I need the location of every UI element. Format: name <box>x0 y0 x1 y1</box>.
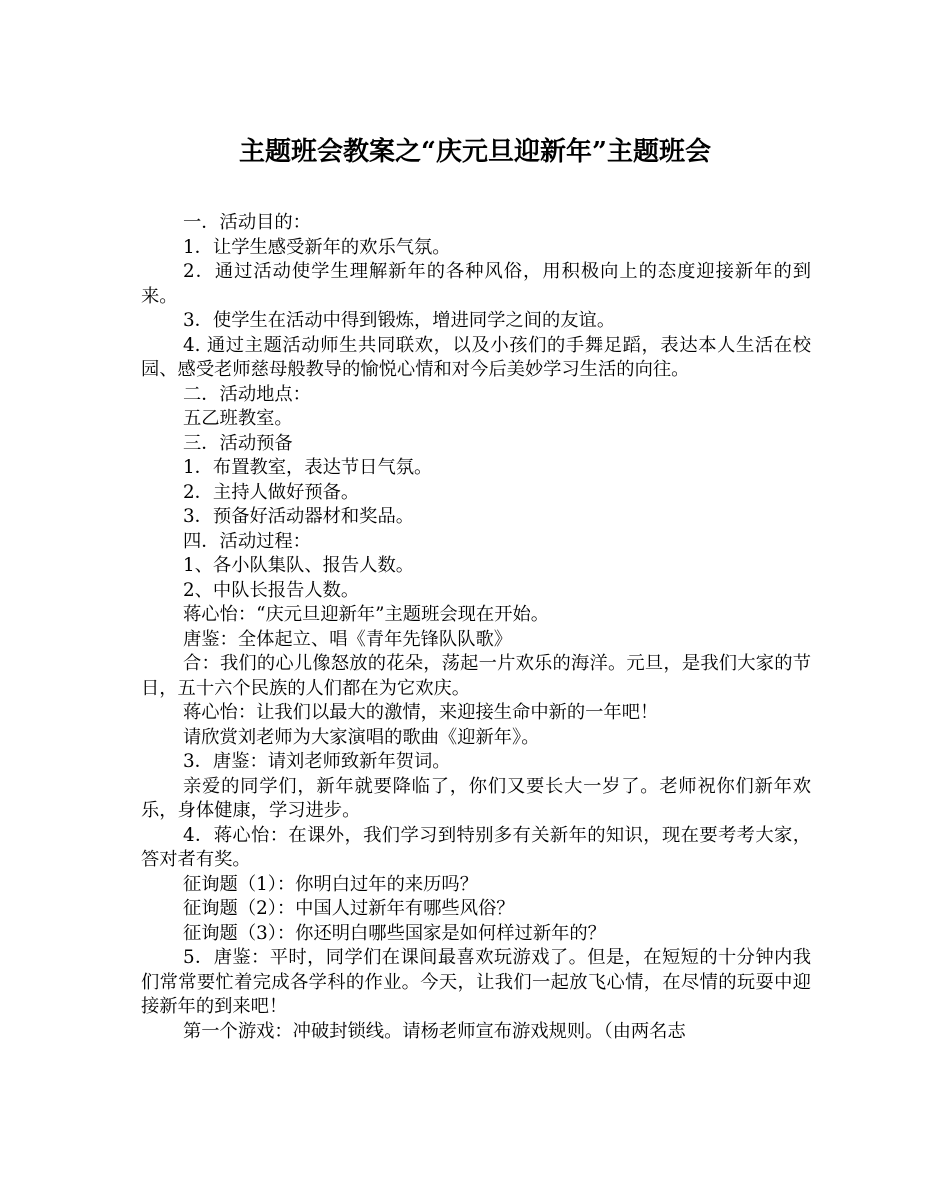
paragraph: 二．活动地点： <box>183 383 311 405</box>
paragraph: 1．布置教室，表达节日气氛。 <box>183 457 433 478</box>
paragraph: 第一个游戏：冲破封锁线。请杨老师宣布游戏规则。（由两名志 <box>183 1020 686 1042</box>
paragraph: 一．活动目的： <box>183 212 311 233</box>
document-body <box>141 211 811 1044</box>
paragraph: 4．蒋心怡：在课外，我们学习到特别多有关新年的知识，现在要考考大家，答对者有奖。 <box>141 824 811 870</box>
paragraph: 2．通过活动使学生理解新年的各种风俗，用积极向上的态度迎接新年的到来。 <box>141 261 811 307</box>
paragraph: 蒋心怡：“庆元旦迎新年”主题班会现在开始。 <box>183 604 550 625</box>
paragraph: 四．活动过程： <box>183 530 311 552</box>
document-title: 主题班会教案之“庆元旦迎新年”主题班会 <box>239 137 711 167</box>
paragraph: 3．唐鉴：请刘老师致新年贺词。 <box>183 751 451 772</box>
paragraph: 2、中队长报告人数。 <box>183 579 360 601</box>
paragraph: 1．让学生感受新年的欢乐气氛。 <box>183 236 451 258</box>
paragraph: 征询题（1）：你明白过年的来历吗？ <box>183 873 478 895</box>
paragraph: 1、各小队集队、报告人数。 <box>183 555 415 576</box>
paragraph: 五乙班教室。 <box>183 408 293 429</box>
paragraph: 唐鉴：全体起立、唱《青年先锋队队歌》 <box>183 628 513 650</box>
paragraph: 亲爱的同学们，新年就要降临了，你们又要长大一岁了。老师祝你们新年欢乐，身体健康，学习进步。 <box>141 775 811 821</box>
paragraph: 5．唐鉴：平时，同学们在课间最喜欢玩游戏了。但是，在短短的十分钟内我们常常要忙着完成各学科的作业。今天，让我们一起放飞心情，在尽情的玩耍中迎接新年的到来吧！ <box>141 947 811 1017</box>
paragraph: 蒋心怡：让我们以最大的激情，来迎接生命中新的一年吧！ <box>183 702 659 723</box>
paragraph: 3．预备好活动器材和奖品。 <box>183 506 415 527</box>
paragraph: 合：我们的心儿像怒放的花朵，荡起一片欢乐的海洋。元旦，是我们大家的节日，五十六个民族的人们都在为它欢庆。 <box>141 653 811 699</box>
paragraph: 2．主持人做好预备。 <box>183 481 360 503</box>
paragraph: 三．活动预备 <box>183 432 293 454</box>
paragraph: 3．使学生在活动中得到锻炼，增进同学之间的友谊。 <box>183 310 616 331</box>
paragraph: 4. 通过主题活动师生共同联欢，以及小孩们的手舞足蹈，表达本人生活在校园、感受老师慈母般教导的愉悦心情和对今后美妙学习生活的向往。 <box>141 334 811 380</box>
paragraph: 请欣赏刘老师为大家演唱的歌曲《迎新年》。 <box>183 726 540 748</box>
paragraph: 征询题（2）：中国人过新年有哪些风俗？ <box>183 898 515 919</box>
paragraph: 征询题（3）：你还明白哪些国家是如何样过新年的？ <box>183 922 606 944</box>
